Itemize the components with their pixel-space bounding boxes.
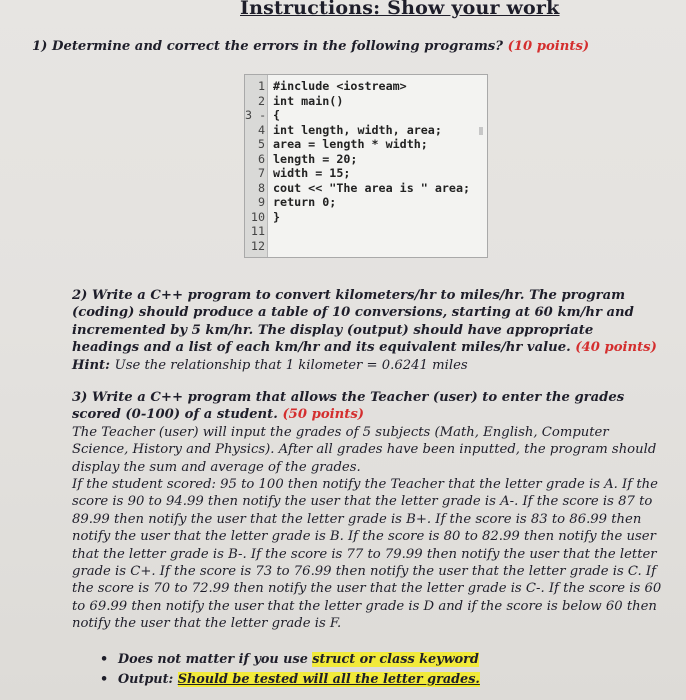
line-number: 10 <box>250 209 265 224</box>
line-number: 2 <box>257 93 265 108</box>
question-1-text: Determine and correct the errors in the following programs? <box>52 39 503 54</box>
line-number: 8 <box>257 180 265 195</box>
question-3-points: (50 points) <box>282 407 364 423</box>
line-number: 7 <box>257 166 265 180</box>
bullet-1-highlight: struct or class keyword <box>312 652 479 667</box>
code-text: length = 20; <box>273 151 358 166</box>
question-1-points: (10 points) <box>507 39 590 54</box>
bullet-list <box>100 650 480 690</box>
line-number: 9 <box>257 195 265 209</box>
question-1 <box>32 38 652 55</box>
code-text: area = length * width; <box>273 137 428 151</box>
question-2-points: (40 points) <box>575 340 657 356</box>
line-number: 4 <box>257 122 265 137</box>
scrollbar-thumb[interactable] <box>479 127 483 135</box>
question-2-number: 2) <box>72 288 88 303</box>
bullet-item <box>100 650 480 670</box>
question-2-text: Write a C++ program to convert kilometers/hr to miles/hr. The program (coding) should produce a table of 10 conversions, starting at 60 km/hr and incremented by 5 km/hr. The display (output) should have appropriate headings and a list of each km/hr and its equivalent miles/hr value. <box>72 288 634 356</box>
line-number: 11 <box>250 224 265 238</box>
code-text: cout << "The area is " area; <box>273 180 471 195</box>
code-text: int length, width, area; <box>273 122 442 137</box>
bullet-icon: • <box>100 672 109 687</box>
question-3-text: Write a C++ program that allows the Teacher (user) to enter the grades scored (0-100) of a student. <box>72 390 625 423</box>
hint-text: Use the relationship that 1 kilometer = 0.6241 miles <box>114 357 468 373</box>
question-3-paragraph-2: If the student scored: 95 to 100 then notify the Teacher that the letter grade is A. If the score is 90 to 94.99 then notify the user that the letter grade is A-. If the score is 87 to 89.99 then notify the user that the letter grade is B+. If the score is 83 to 86.99 then notify the user that the letter grade is B. If the score is 80 to 82.99 then notify the user that the letter grade is B-. If the score is 77 to 79.99 then notify the user that the letter grade is C+. If the score is 73 to 76.99 then notify the user that the letter grade is C. If the score is 70 to 72.99 then notify the user that the letter grade is C-. If the score is 60 to 69.99 then notify the user that the letter grade is D and if the score is below 60 then notify the user that the letter grade is F. <box>72 477 662 632</box>
question-3-paragraph-1: The Teacher (user) will input the grades of 5 subjects (Math, English, Computer Science, History and Physics). After all grades have been inputted, the program should display the sum and average of the grades. <box>72 424 657 475</box>
question-3 <box>72 389 666 633</box>
question-1-number: 1) <box>32 39 48 54</box>
bullet-1-text: Does not matter if you use <box>118 652 313 667</box>
line-number: 6 <box>257 151 265 166</box>
code-text: int main() <box>273 93 344 108</box>
line-number: 3 - <box>245 108 267 122</box>
bullet-icon: • <box>100 652 109 667</box>
code-text: #include <iostream> <box>273 79 407 93</box>
bullet-2-text: Output: <box>118 672 178 687</box>
line-number: 1 <box>257 79 265 93</box>
line-number: 12 <box>250 238 265 253</box>
line-number: 5 <box>257 137 265 151</box>
code-text: return 0; <box>273 195 337 209</box>
bullet-item <box>100 670 480 690</box>
bullet-2-highlight: Should be tested will all the letter grades. <box>177 672 480 687</box>
hint-label: Hint: <box>72 357 111 373</box>
page-title: Instructions: Show your work <box>240 0 560 19</box>
code-text: } <box>273 209 281 224</box>
code-editor <box>244 74 488 258</box>
code-text: width = 15; <box>273 166 351 180</box>
question-3-number: 3) <box>72 390 88 405</box>
code-text: { <box>273 108 281 122</box>
question-2 <box>72 287 662 374</box>
